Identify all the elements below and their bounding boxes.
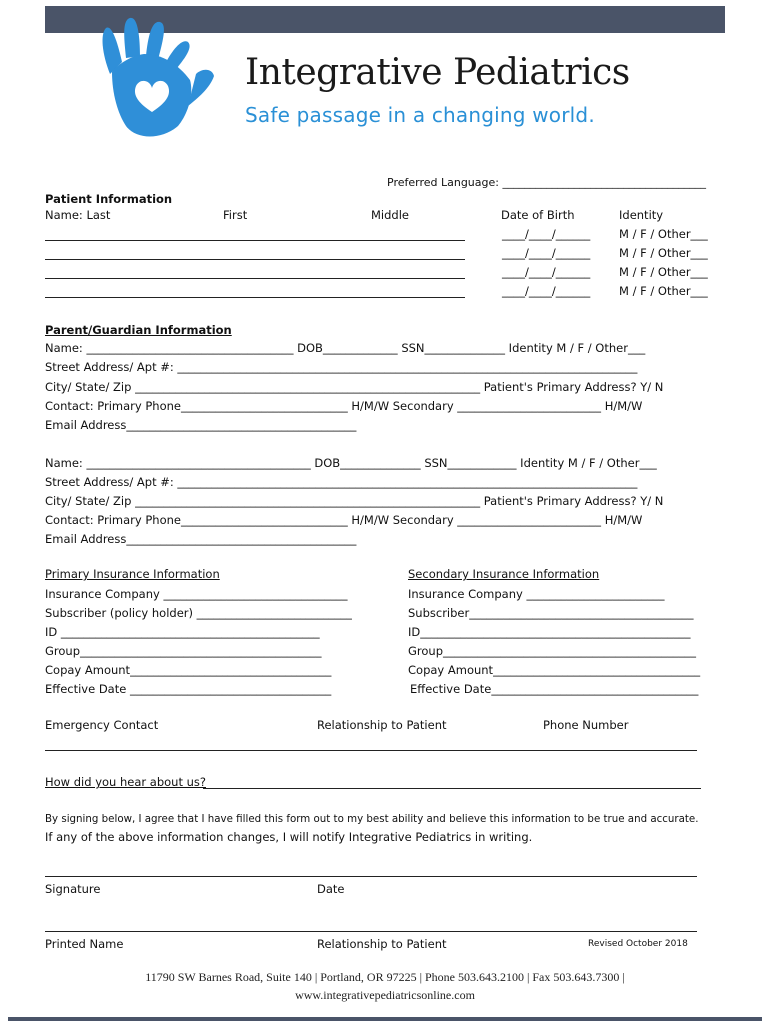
secondary-ins-id-field[interactable]: ID_______________________________________________ [408,625,691,639]
secondary-ins-group-field[interactable]: Group____________________________________________ [408,644,697,658]
primary-ins-effective-field[interactable]: Effective Date ___________________________________ [45,682,332,696]
secondary-ins-subscriber-field[interactable]: Subscriber_______________________________________ [408,606,694,620]
guardian-section-title: Parent/Guardian Information [45,323,232,337]
patient-identity-field-1[interactable]: M / F / Other___ [619,227,708,241]
secondary-ins-copay-field[interactable]: Copay Amount____________________________________ [408,663,701,677]
patient-name-field-1[interactable] [45,240,465,241]
col-identity: Identity [619,208,664,222]
patient-name-field-2[interactable] [45,259,465,260]
col-first: First [223,208,248,222]
printed-name-field[interactable] [45,931,697,932]
patient-dob-field-1[interactable]: ____/____/______ [502,227,591,241]
patient-identity-field-2[interactable]: M / F / Other___ [619,246,708,260]
guardian1-city-field[interactable]: City/ State/ Zip ____________________________________________________________ Patient's Primary Address? Y/ N [45,380,664,394]
primary-ins-subscriber-field[interactable]: Subscriber (policy holder) ___________________________ [45,606,352,620]
primary-ins-group-field[interactable]: Group__________________________________________ [45,644,322,658]
guardian1-contact-field[interactable]: Contact: Primary Phone_____________________________ H/M/W Secondary _________________________ H/M/W [45,399,643,413]
emergency-contact-label: Emergency Contact [45,718,159,732]
date-label: Date [317,882,345,896]
guardian2-email-field[interactable]: Email Address________________________________________ [45,532,357,546]
footer-website[interactable]: www.integrativepediatricsonline.com [295,988,475,1002]
primary-ins-copay-field[interactable]: Copay Amount___________________________________ [45,663,332,677]
consent-line-1: By signing below, I agree that I have filled this form out to my best ability and believe this information to be true and accurate. [45,813,699,825]
tagline: Safe passage in a changing world. [245,103,595,127]
emergency-contact-field[interactable] [45,750,697,751]
patient-name-field-4[interactable] [45,297,465,298]
phone-number-label: Phone Number [543,718,629,732]
footer-address: 11790 SW Barnes Road, Suite 140 | Portland, OR 97225 | Phone 503.643.2100 | Fax 503.643.7300 | [145,970,625,984]
org-name: Integrative Pediatrics [245,52,630,93]
signature-date-field[interactable] [45,876,697,877]
primary-ins-id-field[interactable]: ID _____________________________________________ [45,625,320,639]
guardian1-email-field[interactable]: Email Address________________________________________ [45,418,357,432]
printed-name-label: Printed Name [45,937,124,951]
patient-identity-field-3[interactable]: M / F / Other___ [619,265,708,279]
guardian2-city-field[interactable]: City/ State/ Zip ____________________________________________________________ Patient's Primary Address? Y/ N [45,494,664,508]
guardian2-name-row[interactable]: Name: _______________________________________ DOB______________ SSN____________ Identity M / F / Other___ [45,456,657,470]
patient-dob-field-4[interactable]: ____/____/______ [502,284,591,298]
guardian1-name-row[interactable]: Name: ____________________________________ DOB_____________ SSN______________ Identity M / F / Other___ [45,341,646,355]
guardian2-contact-field[interactable]: Contact: Primary Phone_____________________________ H/M/W Secondary _________________________ H/M/W [45,513,643,527]
col-dob: Date of Birth [501,208,575,222]
relationship-label-2: Relationship to Patient [317,937,447,951]
relationship-label: Relationship to Patient [317,718,447,732]
col-name-last: Name: Last [45,208,111,222]
patient-dob-field-3[interactable]: ____/____/______ [502,265,591,279]
primary-insurance-title: Primary Insurance Information [45,567,220,581]
footer-bar [8,1017,762,1021]
hand-heart-icon [92,14,227,144]
patient-dob-field-2[interactable]: ____/____/______ [502,246,591,260]
col-middle: Middle [371,208,409,222]
hear-about-field[interactable] [203,788,701,789]
patient-section-title: Patient Information [45,192,173,206]
secondary-insurance-title: Secondary Insurance Information [408,567,600,581]
secondary-ins-company-field[interactable]: Insurance Company ________________________ [408,587,665,601]
revised-date: Revised October 2018 [588,939,688,949]
consent-line-2: If any of the above information changes, I will notify Integrative Pediatrics in writing. [45,830,533,844]
preferred-language-field[interactable]: Preferred Language: _____________________________________ [387,176,706,189]
hear-about-label: How did you hear about us? [45,775,206,789]
primary-ins-company-field[interactable]: Insurance Company ________________________________ [45,587,348,601]
secondary-ins-effective-field[interactable]: Effective Date____________________________________ [410,682,699,696]
patient-name-field-3[interactable] [45,278,465,279]
signature-label: Signature [45,882,101,896]
guardian1-street-field[interactable]: Street Address/ Apt #: ________________________________________________________________________________ [45,360,638,374]
patient-identity-field-4[interactable]: M / F / Other___ [619,284,708,298]
guardian2-street-field[interactable]: Street Address/ Apt #: ________________________________________________________________________________ [45,475,638,489]
